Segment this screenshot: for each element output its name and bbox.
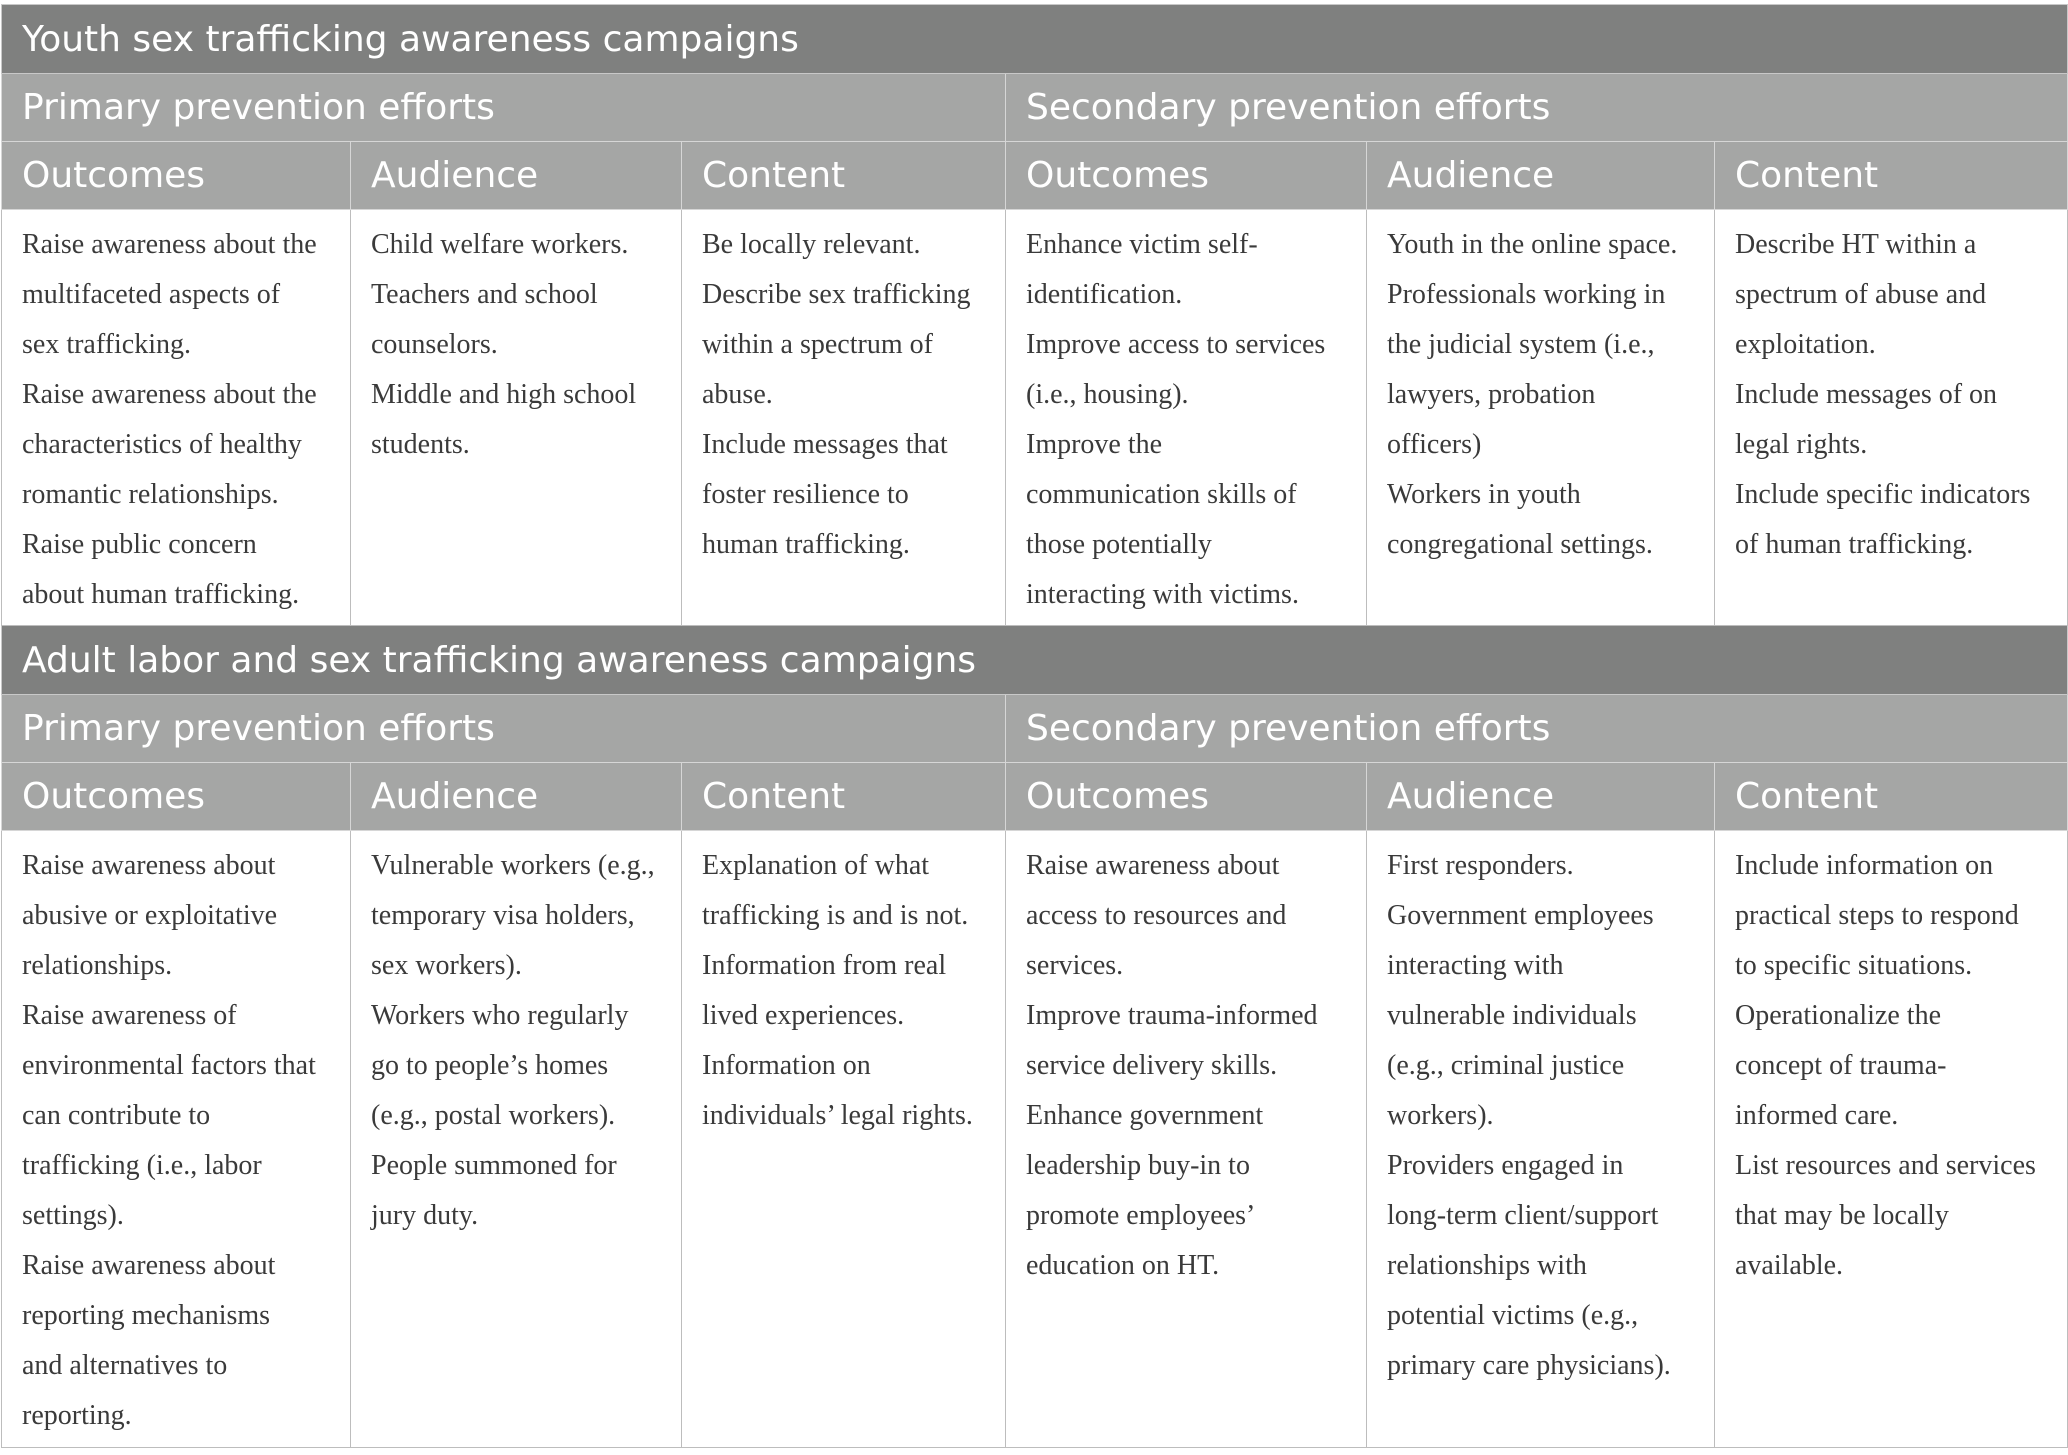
secondary-content-cell [1715,831,2068,1448]
primary-content-header: Content [682,763,1006,831]
secondary-outcomes-header: Outcomes [1006,763,1367,831]
cell-line: human trafficking. [702,529,910,560]
cell-line: Information on [702,1050,871,1081]
cell-line: identification. [1026,279,1183,310]
secondary-outcomes-header: Outcomes [1006,142,1367,210]
cell-line: (e.g., criminal justice [1387,1050,1625,1081]
cell-line: trafficking is and is not. [702,900,969,931]
cell-line: (i.e., housing). [1026,379,1189,410]
cell-line: the judicial system (i.e., [1387,329,1655,360]
cell-line: interacting with [1387,950,1564,981]
cell-line: foster resilience to [702,479,909,510]
cell-line: trafficking (i.e., labor [22,1150,262,1181]
cell-line: spectrum of abuse and [1735,279,1987,310]
cell-line: officers) [1387,429,1482,460]
prevention-campaigns-table [1,4,2068,1448]
secondary-audience-header: Audience [1367,142,1715,210]
cell-line: sex trafficking. [22,329,191,360]
primary-outcomes-header: Outcomes [2,763,351,831]
cell-line: potential victims (e.g., [1387,1300,1639,1331]
cell-line: Raise awareness about [1026,850,1280,881]
cell-line: counselors. [371,329,498,360]
cell-line: List resources and services [1735,1150,2036,1181]
cell-line: settings). [22,1200,124,1231]
primary-content-cell [682,210,1006,626]
cell-line: (e.g., postal workers). [371,1100,616,1131]
cell-line: Raise public concern [22,529,257,560]
cell-line: long-term client/support [1387,1200,1659,1231]
primary-audience-header: Audience [351,142,682,210]
cell-line: temporary visa holders, [371,900,635,931]
cell-line: those potentially [1026,529,1212,560]
cell-line: reporting mechanisms [22,1300,271,1331]
cell-line: relationships. [22,950,173,981]
primary-outcomes-header: Outcomes [2,142,351,210]
cell-line: multifaceted aspects of [22,279,281,310]
cell-line: interacting with victims. [1026,579,1299,610]
cell-line: Operationalize the [1735,1000,1942,1031]
cell-line: services. [1026,950,1124,981]
cell-line: Youth in the online space. [1387,229,1678,260]
cell-line: Enhance victim self- [1026,229,1258,260]
cell-line: students. [371,429,470,460]
primary-outcomes-cell [2,831,351,1448]
cell-line: Providers engaged in [1387,1150,1624,1181]
cell-line: service delivery skills. [1026,1050,1278,1081]
cell-line: Raise awareness about [22,1250,276,1281]
cell-line: environmental factors that [22,1050,316,1081]
cell-line: Child welfare workers. [371,229,629,260]
cell-line: Government employees [1387,900,1654,931]
cell-line: Explanation of what [702,850,930,881]
cell-line: Professionals working in [1387,279,1666,310]
cell-line: individuals’ legal rights. [702,1100,973,1131]
cell-line: First responders. [1387,850,1574,881]
cell-line: Raise awareness about the [22,229,317,260]
cell-line: reporting. [22,1400,132,1431]
cell-line: Enhance government [1026,1100,1264,1131]
cell-line: that may be locally [1735,1200,1949,1231]
cell-line: workers). [1387,1100,1494,1131]
primary-audience-header: Audience [351,763,682,831]
cell-line: lived experiences. [702,1000,905,1031]
cell-line: Raise awareness about [22,850,276,881]
cell-line: Middle and high school [371,379,637,410]
cell-line: Workers in youth [1387,479,1581,510]
cell-line: Teachers and school [371,279,598,310]
cell-line: legal rights. [1735,429,1868,460]
cell-line: characteristics of healthy [22,429,302,460]
cell-line: People summoned for [371,1150,617,1181]
cell-line: vulnerable individuals [1387,1000,1637,1031]
primary-audience-cell [351,210,682,626]
secondary-audience-cell [1367,210,1715,626]
cell-line: Include messages of on [1735,379,1998,410]
cell-line: Improve trauma-informed [1026,1000,1318,1031]
secondary-prevention-header: Secondary prevention efforts [1006,695,2068,763]
secondary-outcomes-cell [1006,210,1367,626]
cell-line: Include messages that [702,429,948,460]
cell-line: sex workers). [371,950,522,981]
cell-line: within a spectrum of [702,329,933,360]
primary-content-cell [682,831,1006,1448]
cell-line: informed care. [1735,1100,1899,1131]
cell-line: romantic relationships. [22,479,279,510]
cell-line: leadership buy-in to [1026,1150,1250,1181]
cell-line: exploitation. [1735,329,1876,360]
cell-line: about human trafficking. [22,579,300,610]
cell-line: communication skills of [1026,479,1297,510]
cell-line: abusive or exploitative [22,900,278,931]
secondary-prevention-header: Secondary prevention efforts [1006,74,2068,142]
cell-line: Vulnerable workers (e.g., [371,850,655,881]
cell-line: concept of trauma- [1735,1050,1947,1081]
secondary-content-header: Content [1715,763,2068,831]
primary-outcomes-cell [2,210,351,626]
secondary-outcomes-cell [1006,831,1367,1448]
cell-line: and alternatives to [22,1350,228,1381]
cell-line: of human trafficking. [1735,529,1974,560]
cell-line: Improve access to services [1026,329,1326,360]
cell-line: Describe HT within a [1735,229,1977,260]
cell-line: abuse. [702,379,773,410]
cell-line: go to people’s homes [371,1050,609,1081]
cell-line: Include information on [1735,850,1994,881]
cell-line: Raise awareness of [22,1000,237,1031]
cell-line: promote employees’ [1026,1200,1256,1231]
primary-content-header: Content [682,142,1006,210]
cell-line: available. [1735,1250,1844,1281]
cell-line: Describe sex trafficking [702,279,971,310]
secondary-content-header: Content [1715,142,2068,210]
cell-line: primary care physicians). [1387,1350,1671,1381]
cell-line: can contribute to [22,1100,211,1131]
cell-line: practical steps to respond [1735,900,2019,931]
cell-line: Be locally relevant. [702,229,921,260]
cell-line: lawyers, probation [1387,379,1596,410]
primary-prevention-header: Primary prevention efforts [2,695,1006,763]
primary-prevention-header: Primary prevention efforts [2,74,1006,142]
cell-line: education on HT. [1026,1250,1220,1281]
section-title: Youth sex trafficking awareness campaigns [2,5,2068,74]
secondary-audience-header: Audience [1367,763,1715,831]
secondary-audience-cell [1367,831,1715,1448]
cell-line: Information from real [702,950,947,981]
cell-line: relationships with [1387,1250,1587,1281]
section-title: Adult labor and sex trafficking awareness campaigns [2,626,2068,695]
primary-audience-cell [351,831,682,1448]
secondary-content-cell [1715,210,2068,626]
cell-line: to specific situations. [1735,950,1973,981]
cell-line: Improve the [1026,429,1163,460]
cell-line: Include specific indicators [1735,479,2031,510]
cell-line: Workers who regularly [371,1000,629,1031]
cell-line: jury duty. [371,1200,479,1231]
cell-line: congregational settings. [1387,529,1653,560]
cell-line: access to resources and [1026,900,1287,931]
cell-line: Raise awareness about the [22,379,317,410]
